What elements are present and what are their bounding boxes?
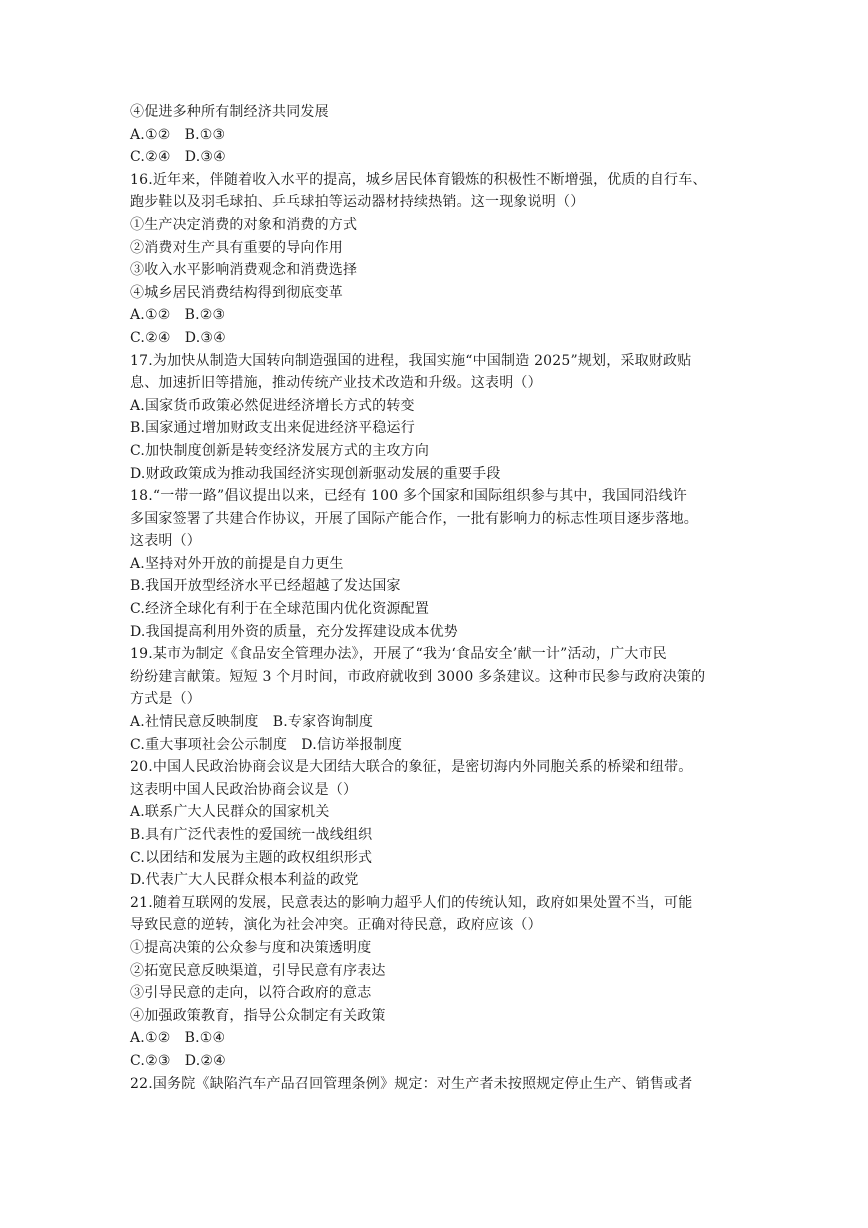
text-line: 21.随着互联网的发展，民意表达的影响力超乎人们的传统认知，政府如果处置不当，可能 (130, 894, 693, 911)
text-line: 这表明（） (130, 533, 201, 550)
text-line: ③收入水平影响消费观念和消费选择 (130, 262, 358, 279)
text-line: B.具有广泛代表性的爱国统一战线组织 (130, 827, 373, 843)
text-line: ①提高决策的公众参与度和决策透明度 (130, 939, 372, 956)
text-line: 导致民意的逆转，演化为社会冲突。正确对待民意，政府应该（） (130, 917, 542, 934)
text-line: 17.为加快从制造大国转向制造强国的进程，我国实施“中国制造 2025”规划，采取财政贴 (130, 352, 692, 369)
text-line: A.社情民意反映制度 B.专家咨询制度 (130, 714, 374, 731)
text-line: 息、加速折旧等措施，推动传统产业技术改造和升级。这表明（） (130, 375, 542, 392)
text-line: 18.“一带一路”倡议提出以来，已经有 100 多个国家和国际组织参与其中，我国同沿线许 (130, 488, 687, 505)
text-line: 20.中国人民政治协商会议是大团结大联合的象征，是密切海内外同胞关系的桥梁和纽带。 (130, 759, 693, 776)
text-line: B.国家通过增加财政支出来促进经济平稳运行 (130, 420, 415, 437)
text-line: 多国家签署了共建合作协议，开展了国际产能合作，一批有影响力的标志性项目逐步落地。 (130, 510, 698, 527)
text-line: 22.国务院《缺陷汽车产品召回管理条例》规定：对生产者未按照规定停止生产、销售或者 (130, 1075, 693, 1092)
text-line: D.代表广大人民群众根本利益的政党 (130, 872, 359, 889)
text-line: D.财政政策成为推动我国经济实现创新驱动发展的重要手段 (130, 465, 501, 482)
text-line: A.联系广大人民群众的国家机关 (130, 804, 330, 821)
text-line: A.①② B.①③ (130, 126, 226, 143)
text-line: ③引导民意的走向，以符合政府的意志 (130, 985, 372, 1002)
text-line: 19.某市为制定《食品安全管理办法》，开展了“我为‘食品安全’献一计”活动，广大市民 (130, 646, 667, 663)
text-line: A.①② B.①④ (130, 1030, 226, 1047)
text-line: C.②④ D.③④ (130, 149, 226, 166)
text-line: 纷纷建言献策。短短 3 个月时间，市政府就收到 3000 多条建议。这种市民参与政府决策的 (130, 668, 706, 685)
text-line: D.我国提高利用外资的质量，充分发挥建设成本优势 (130, 623, 458, 640)
text-line: ④促进多种所有制经济共同发展 (130, 104, 329, 120)
document-page (130, 101, 740, 1095)
text-line: C.以团结和发展为主题的政权组织形式 (130, 849, 373, 866)
text-line: ②拓宽民意反映渠道，引导民意有序表达 (130, 962, 386, 979)
text-line: 跑步鞋以及羽毛球拍、乒乓球拍等运动器材持续热销。这一现象说明（） (130, 194, 585, 211)
text-line: B.我国开放型经济水平已经超越了发达国家 (130, 578, 401, 595)
text-line: 方式是（） (130, 691, 201, 708)
text-line: ④加强政策教育，指导公众制定有关政策 (130, 1007, 386, 1024)
text-line: 这表明中国人民政治协商会议是（） (130, 781, 358, 798)
text-line: C.②③ D.②④ (130, 1052, 226, 1069)
text-line: ④城乡居民消费结构得到彻底变革 (130, 284, 343, 301)
text-line: C.②④ D.③④ (130, 329, 226, 346)
text-line: C.经济全球化有利于在全球范围内优化资源配置 (130, 601, 430, 618)
text-line: C.重大事项社会公示制度 D.信访举报制度 (130, 736, 403, 753)
text-line: C.加快制度创新是转变经济发展方式的主攻方向 (130, 442, 430, 459)
text-line: A.①② B.②③ (130, 307, 226, 324)
text-line: A.坚持对外开放的前提是自力更生 (130, 555, 344, 572)
text-line: 16.近年来，伴随着收入水平的提高，城乡居民体育锻炼的积极性不断增强，优质的自行车、 (130, 171, 707, 188)
text-line: A.国家货币政策必然促进经济增长方式的转变 (130, 397, 415, 414)
text-line: ①生产决定消费的对象和消费的方式 (130, 216, 358, 233)
text-line: ②消费对生产具有重要的导向作用 (130, 239, 343, 256)
